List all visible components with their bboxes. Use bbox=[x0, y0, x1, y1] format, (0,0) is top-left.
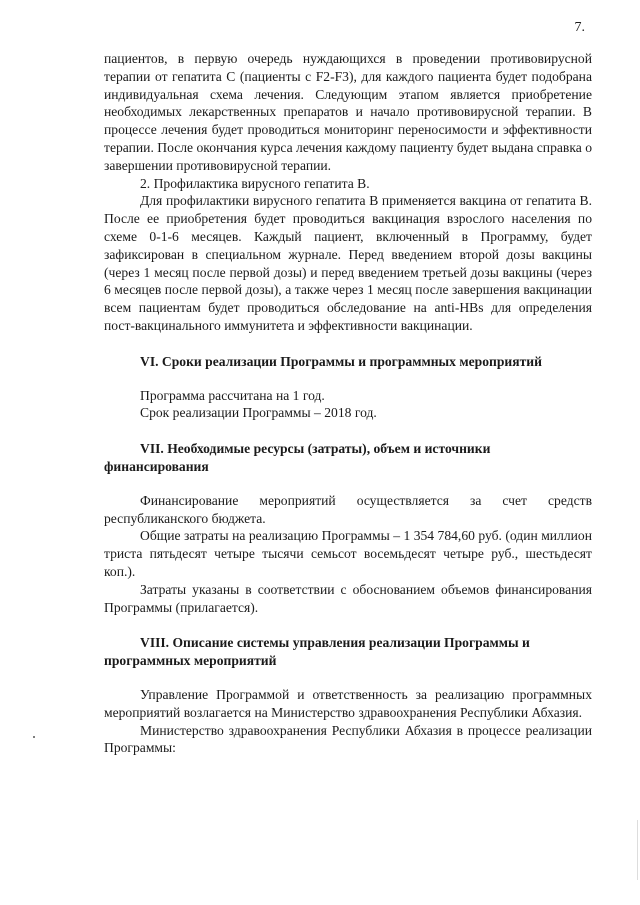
section-6-paragraph-1: Программа рассчитана на 1 год. bbox=[140, 387, 325, 403]
section-8-paragraph-2: Министерство здравоохранения Республики Абхазия в процессе реализации Программы: bbox=[104, 722, 592, 756]
section-7-paragraph-1: Финансирование мероприятий осуществляется за счет средств республиканского бюджета. bbox=[104, 492, 592, 526]
scan-edge-mark bbox=[637, 820, 638, 880]
section-6-paragraph-2: Срок реализации Программы – 2018 год. bbox=[140, 405, 377, 421]
section-7-paragraph-3: Затраты указаны в соответствии с обоснованием объемов финансирования Программы (прилагается). bbox=[104, 581, 592, 615]
section-8-paragraph-1: Управление Программой и ответственность за реализацию программных мероприятий возлагается на Министерство здравоохранения Республики Абхазия. bbox=[104, 686, 592, 720]
section-6-heading: VI. Сроки реализации Программы и программных мероприятий bbox=[140, 353, 542, 369]
intro-paragraph-2: 2. Профилактика вирусного гепатита В. bbox=[140, 175, 370, 191]
document-body bbox=[104, 50, 592, 757]
section-8-heading: VIII. Описание системы управления реализации Программы и программных мероприятий bbox=[104, 635, 530, 669]
intro-paragraph-1: пациентов, в первую очередь нуждающихся в проведении противовирусной терапии от гепатита С (пациенты с F2-F3), для каждого пациента будет подобрана индивидуальная схема лечения. Следующим этапом является приобретение необходимых лекарственных препаратов и начало противовирусной терапии. В процессе лечения будет проводиться мониторинг переносимости и эффективности терапии. После окончания курса лечения каждому пациенту будет выдана справка о завершении противовирусной терапии. bbox=[104, 51, 592, 173]
page-number: 7. bbox=[574, 20, 585, 35]
section-7-heading: VII. Необходимые ресурсы (затраты), объем и источники финансирования bbox=[104, 441, 491, 474]
section-7-paragraph-2: Общие затраты на реализацию Программы – 1 354 784,60 руб. (один миллион триста пятьдесят четыре тысячи семьсот восемьдесят четыре руб., шестьдесят коп.). bbox=[104, 528, 592, 579]
scan-speck bbox=[33, 736, 35, 738]
intro-paragraph-3: Для профилактики вирусного гепатита В применяется вакцина от гепатита В. После ее приобретения будет проводиться вакцинация взрослого населения по схеме 0-1-6 месяцев. Каждый пациент, включенный в Программу, будет зафиксирован в специальном журнале. Перед введением второй дозы вакцины (через 1 месяц после первой дозы) и перед введением третьей дозы вакцины (через 6 месяцев после первой дозы), а также через 1 месяц после завершения вакцинации всем пациентам будет проводиться обследование на anti-HBs для определения пост-вакцинального иммунитета и эффективности вакцинации. bbox=[104, 193, 592, 333]
